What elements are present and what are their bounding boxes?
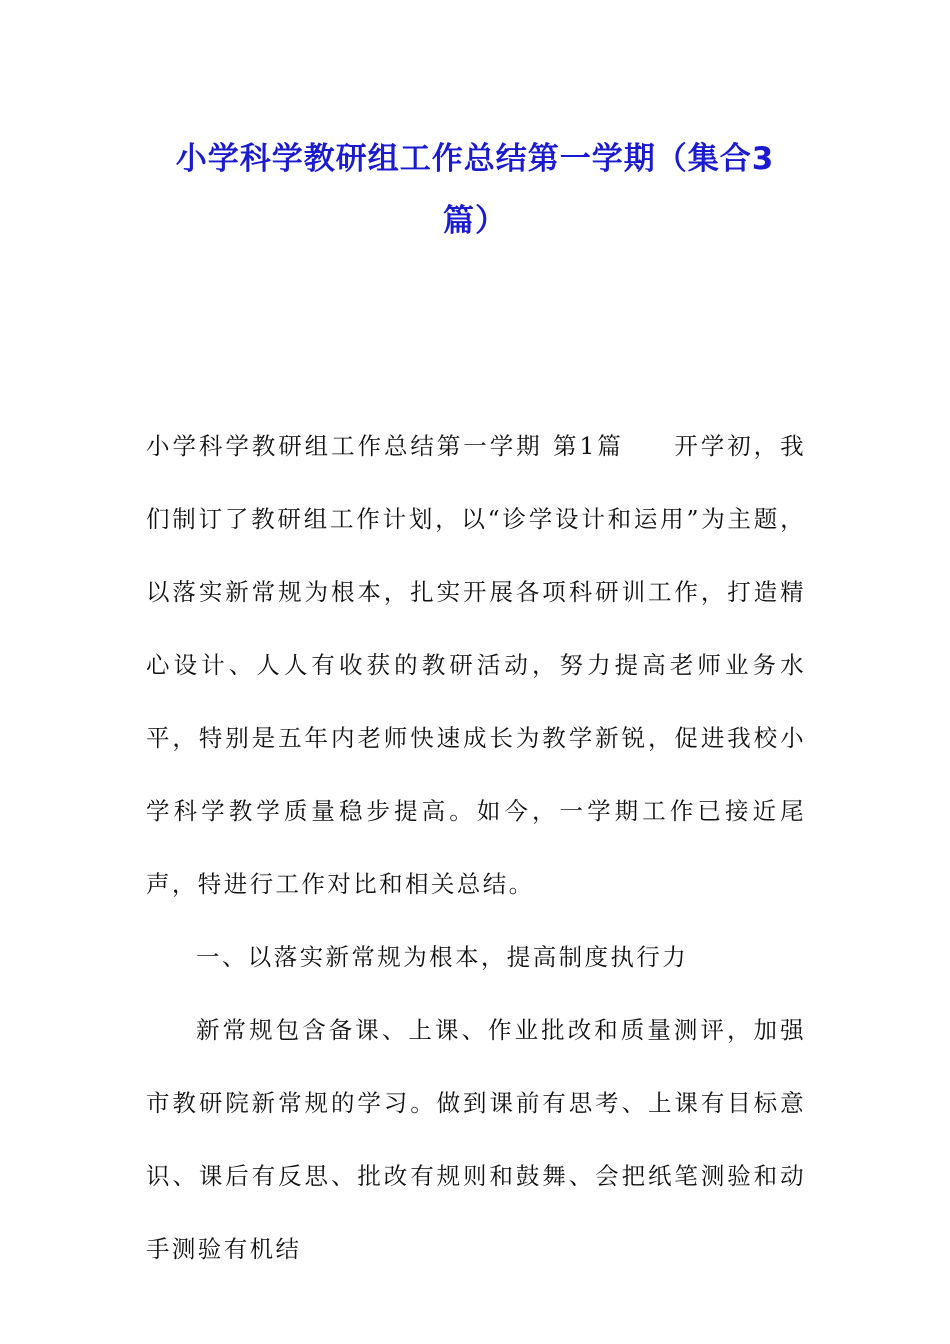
intro-paragraph <box>146 410 806 921</box>
article-label: 小学科学教研组工作总结第一学期 第1篇 <box>146 432 624 460</box>
section-1-paragraph: 新常规包含备课、上课、作业批改和质量测评，加强市教研院新常规的学习。做到课前有思考、上课有目标意识、课后有反思、批改有规则和鼓舞、会把纸笔测验和动手测验有机结 <box>146 1016 806 1263</box>
document-title-line-1: 小学科学教研组工作总结第一学期（集合3 <box>175 141 775 177</box>
document-body <box>146 410 806 1286</box>
section-1-heading: 一、以落实新常规为根本，提高制度执行力 <box>196 943 689 971</box>
document-title <box>110 128 840 252</box>
intro-paragraph-text: 开学初，我们制订了教研组工作计划，以“诊学设计和运用”为主题，以落实新常规为根本，扎实开展各项科研训工作，打造精心设计、人人有收获的教研活动，努力提高老师业务水平，特别是五年内老师快速成长为教学新锐，促进我校小学科学教学质量稳步提高。如今，一学期工作已接近尾声，特进行工作对比和相关总结。 <box>146 432 806 898</box>
document-title-line-2: 篇） <box>443 203 507 239</box>
